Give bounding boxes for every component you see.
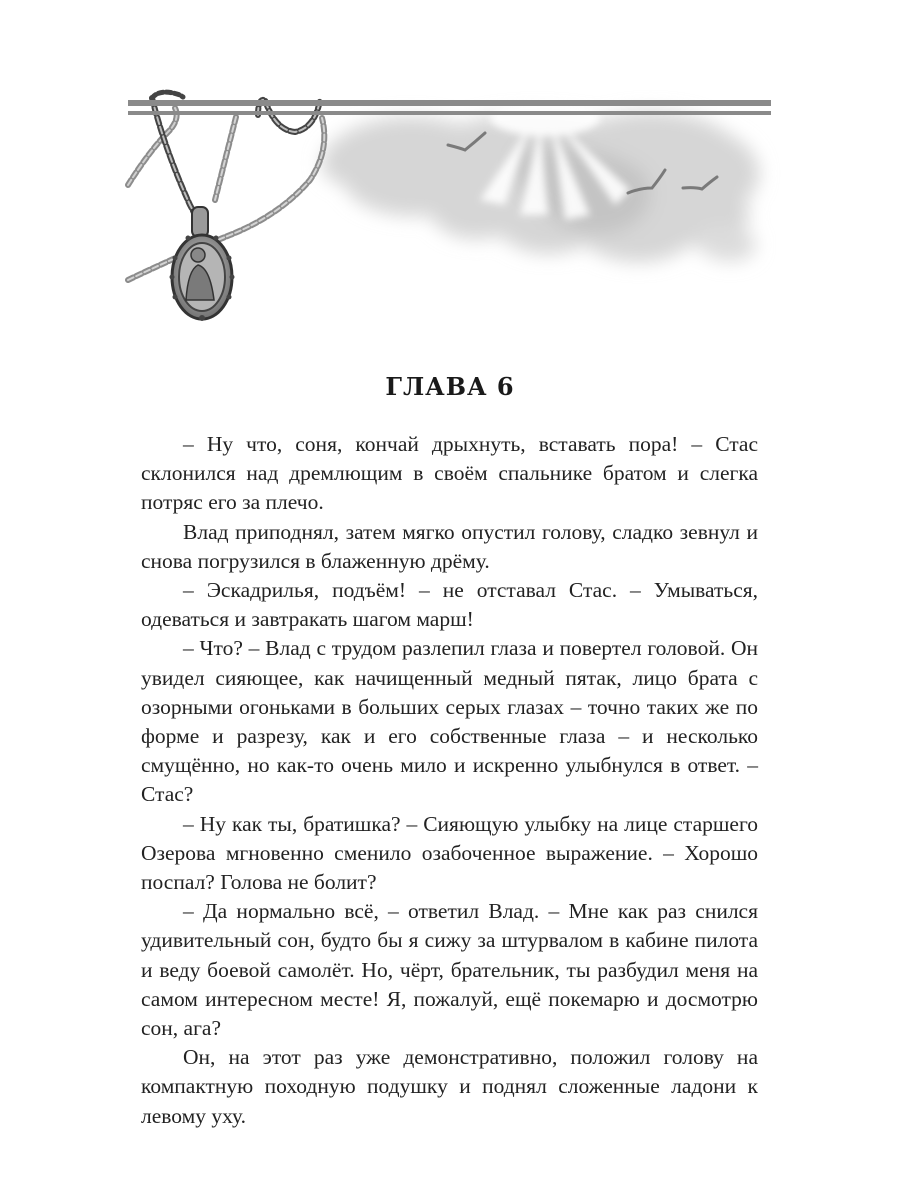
paragraph: Он, на этот раз уже демонстративно, положил голову на компактную походную подушку и поднял сложенные ладони к левому уху.: [141, 1045, 758, 1128]
decorative-rule-bottom: [128, 111, 771, 115]
paragraph: – Что? – Влад с трудом разлепил глаза и повертел головой. Он увидел сияющее, как начищенный медный пятак, лицо брата с озорными огоньками в больших серых глазах – точно таких же по форме и разрезу, как и его собственные глаза – и несколько смущённо, но как-то очень мило и искренно улыбнулся в ответ. – Стас?: [141, 636, 758, 807]
chapter-header-illustration: [0, 0, 900, 340]
paragraph: Влад приподнял, затем мягко опустил голову, сладко зевнул и снова погрузился в блаженную дрёму.: [141, 519, 758, 573]
paragraph: – Ну как ты, братишка? – Сияющую улыбку на лице старшего Озерова мгновенно сменило озабоченное выражение. – Хорошо поспал? Голова не болит?: [141, 811, 758, 895]
chapter-body: [141, 430, 758, 1131]
header-illustration-svg: [0, 0, 900, 340]
paragraph: – Да нормально всё, – ответил Влад. – Мне как раз снился удивительный сон, будто бы я сижу за штурвалом в кабине пилота и веду боевой самолёт. Но, чёрт, брательник, ты разбудил меня на самом интересном месте! Я, пожалуй, ещё покемарю и досмотрю сон, ага?: [141, 899, 758, 1041]
decorative-rule-top: [128, 100, 771, 106]
pendant-icon: [170, 207, 235, 321]
paragraph: – Эскадрилья, подъём! – не отставал Стас. – Умываться, одеваться и завтракать шагом марш!: [141, 578, 758, 632]
paragraph: – Ну что, соня, кончай дрыхнуть, вставать пора! – Стас склонился над дремлющим в своём спальнике братом и слегка потряс его за плечо.: [141, 432, 758, 515]
chapter-title: ГЛАВА 6: [385, 372, 515, 401]
